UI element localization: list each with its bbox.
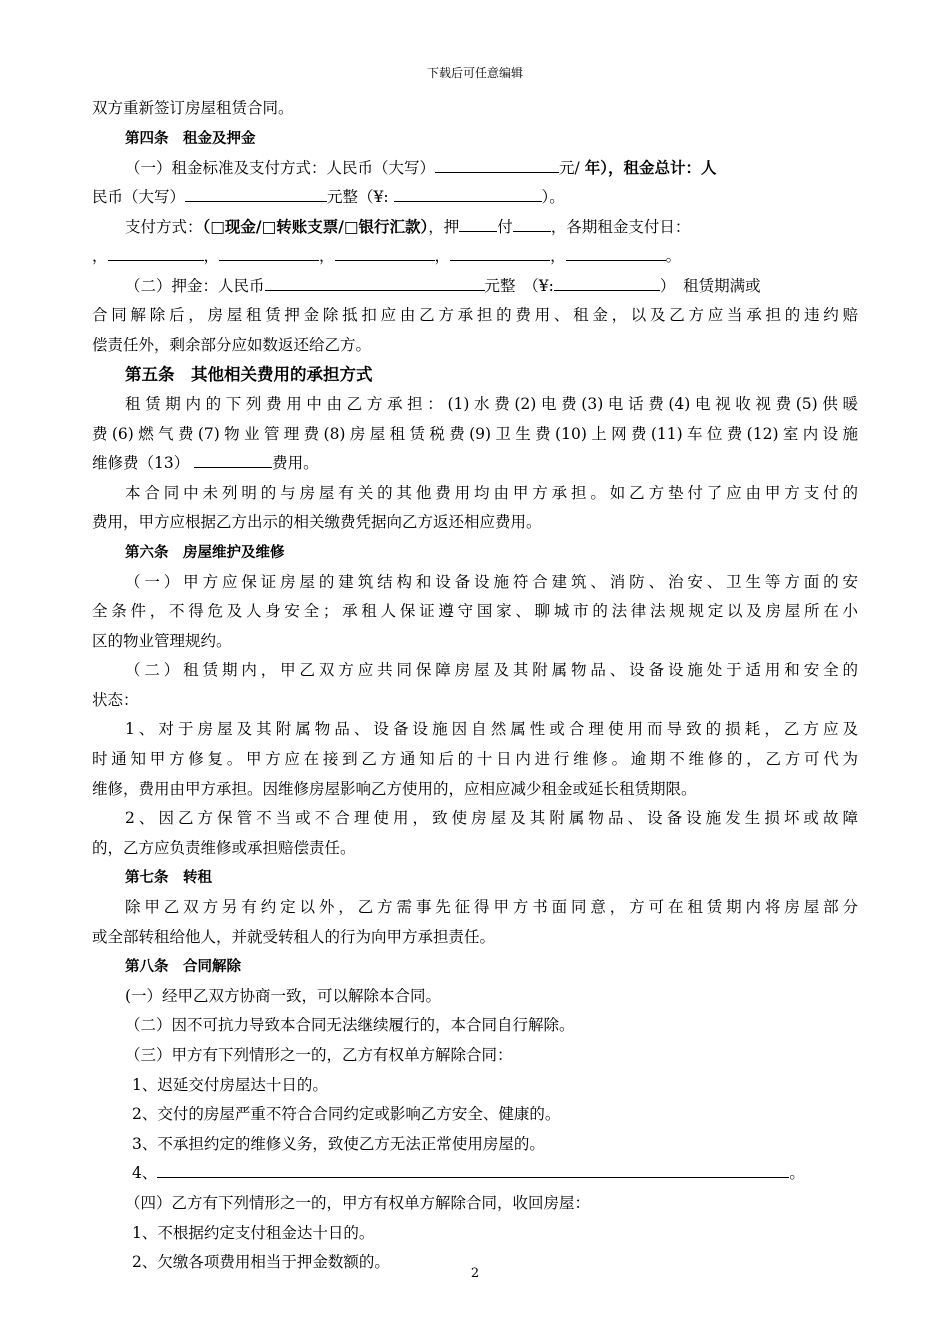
text-line: 维修，费用由甲方承担。因维修房屋影响乙方使用的，应相应减少租金或延长租赁期限。 [92,779,697,798]
text-line: 费用，甲方应根据乙方出示的相关缴费凭据向乙方返还相应费用。 [92,513,542,532]
text-line: ， ， ， ， ， 。 [92,242,858,272]
text-line: 时通知甲方修复。甲方应在接到乙方通知后的十日内进行维修。逾期不维修的，乙方可代为 [92,750,858,769]
fill-blank [335,243,435,261]
text-line: 双方重新签订房屋租赁合同。 [92,99,294,117]
text-line: 合同解除后，房屋租赁押金除抵扣应由乙方承担的费用、租金，以及乙方应当承担的违约赔 [92,306,858,325]
text-line: 租赁期内的下列费用中由乙方承担：(1)水费(2)电费(3)电话费(4)电视收视费(5)供暖 [125,394,858,413]
text-line: 3、不承担约定的维修义务，致使乙方无法正常使用房屋的。 [132,1134,545,1153]
text-line: （四）乙方有下列情形之一的，甲方有权单方解除合同，收回房屋： [125,1193,591,1212]
fill-blank [394,184,542,202]
fill-blank [185,184,327,202]
text-line: 维修费（13） 费用。 [92,449,858,479]
text-line: 4、 。 [92,1159,858,1189]
fill-blank [435,155,559,173]
text-line: 本合同中未列明的与房屋有关的其他费用均由甲方承担。如乙方垫付了应由甲方支付的 [125,483,858,502]
text-line: 支付方式：（□现金/□转账支票/□银行汇款），押 付 ，各期租金支付日： [92,212,858,242]
page-number: 2 [470,1266,480,1281]
fill-blank [194,450,272,468]
fill-blank [566,243,666,261]
article-heading: 第五条 其他相关费用的承担方式 [125,365,373,385]
page-header: 下载后可任意编辑 [426,66,523,80]
text-line: （二）因不可抗力导致本合同无法继续履行的，本合同自行解除。 [125,1016,575,1035]
text-line: (一）经甲乙双方协商一致，可以解除本合同。 [125,986,442,1005]
text-line: 全条件，不得危及人身安全；承租人保证遵守国家、聊城市的法律法规规定以及房屋所在小 [92,602,858,621]
fill-blank [554,273,660,291]
text-line: 1、不根据约定支付租金达十日的。 [132,1223,375,1242]
text-line: 1、迟延交付房屋达十日的。 [132,1075,328,1094]
text-line: 偿责任外，剩余部分应如数返还给乙方。 [92,335,372,354]
text-line: 2、因乙方保管不当或不合理使用，致使房屋及其附属物品、设备设施发生损坏或故障 [125,809,858,828]
text-line: 2、交付的房屋严重不符合合同约定或影响乙方安全、健康的。 [132,1105,561,1124]
text-line: 除甲乙双方另有约定以外，乙方需事先征得甲方书面同意，方可在租赁期内将房屋部分 [125,898,858,917]
text-line: 区的物业管理规约。 [92,631,232,650]
text-line: 民币（大写） 元整（¥: ）。 [92,183,858,213]
text-line: （二）租赁期内，甲乙双方应共同保障房屋及其附属物品、设备设施处于适用和安全的 [125,661,858,680]
article-heading: 第四条 租金及押金 [125,129,256,147]
article-heading: 第七条 转租 [125,869,212,887]
article-heading: 第八条 合同解除 [125,958,241,976]
text-line: 或全部转租给他人，并就受转租人的行为向甲方承担责任。 [92,927,496,946]
text-line: （三）甲方有下列情形之一的，乙方有权单方解除合同： [125,1046,513,1064]
article-heading: 第六条 房屋维护及维修 [125,543,285,561]
fill-blank [219,243,319,261]
text-line: 状态： [92,690,139,709]
fill-blank [450,243,550,261]
text-line: （二）押金：人民币 元整 （¥: ） 租赁期满或 [92,272,858,302]
fill-blank [157,1160,789,1178]
text-line: 的，乙方应负责维修或承担赔偿责任。 [92,838,356,857]
fill-blank [108,243,204,261]
text-line: 1、对于房屋及其附属物品、设备设施因自然属性或合理使用而导致的损耗，乙方应及 [125,720,858,739]
fill-blank [265,273,485,291]
text-line: （一）租金标准及支付方式：人民币（大写） 元/ 年），租金总计：人 [92,153,858,183]
fill-blank [459,214,497,232]
text-line: 2、欠缴各项费用相当于押金数额的。 [132,1253,390,1272]
fill-blank [513,214,551,232]
contract-body [92,94,858,1278]
text-line: （一）甲方应保证房屋的建筑结构和设备设施符合建筑、消防、治安、卫生等方面的安 [125,572,858,591]
text-line: 费(6)燃气费(7)物业管理费(8)房屋租赁税费(9)卫生费(10)上网费(11)车位费(12)室内设施 [92,424,858,443]
